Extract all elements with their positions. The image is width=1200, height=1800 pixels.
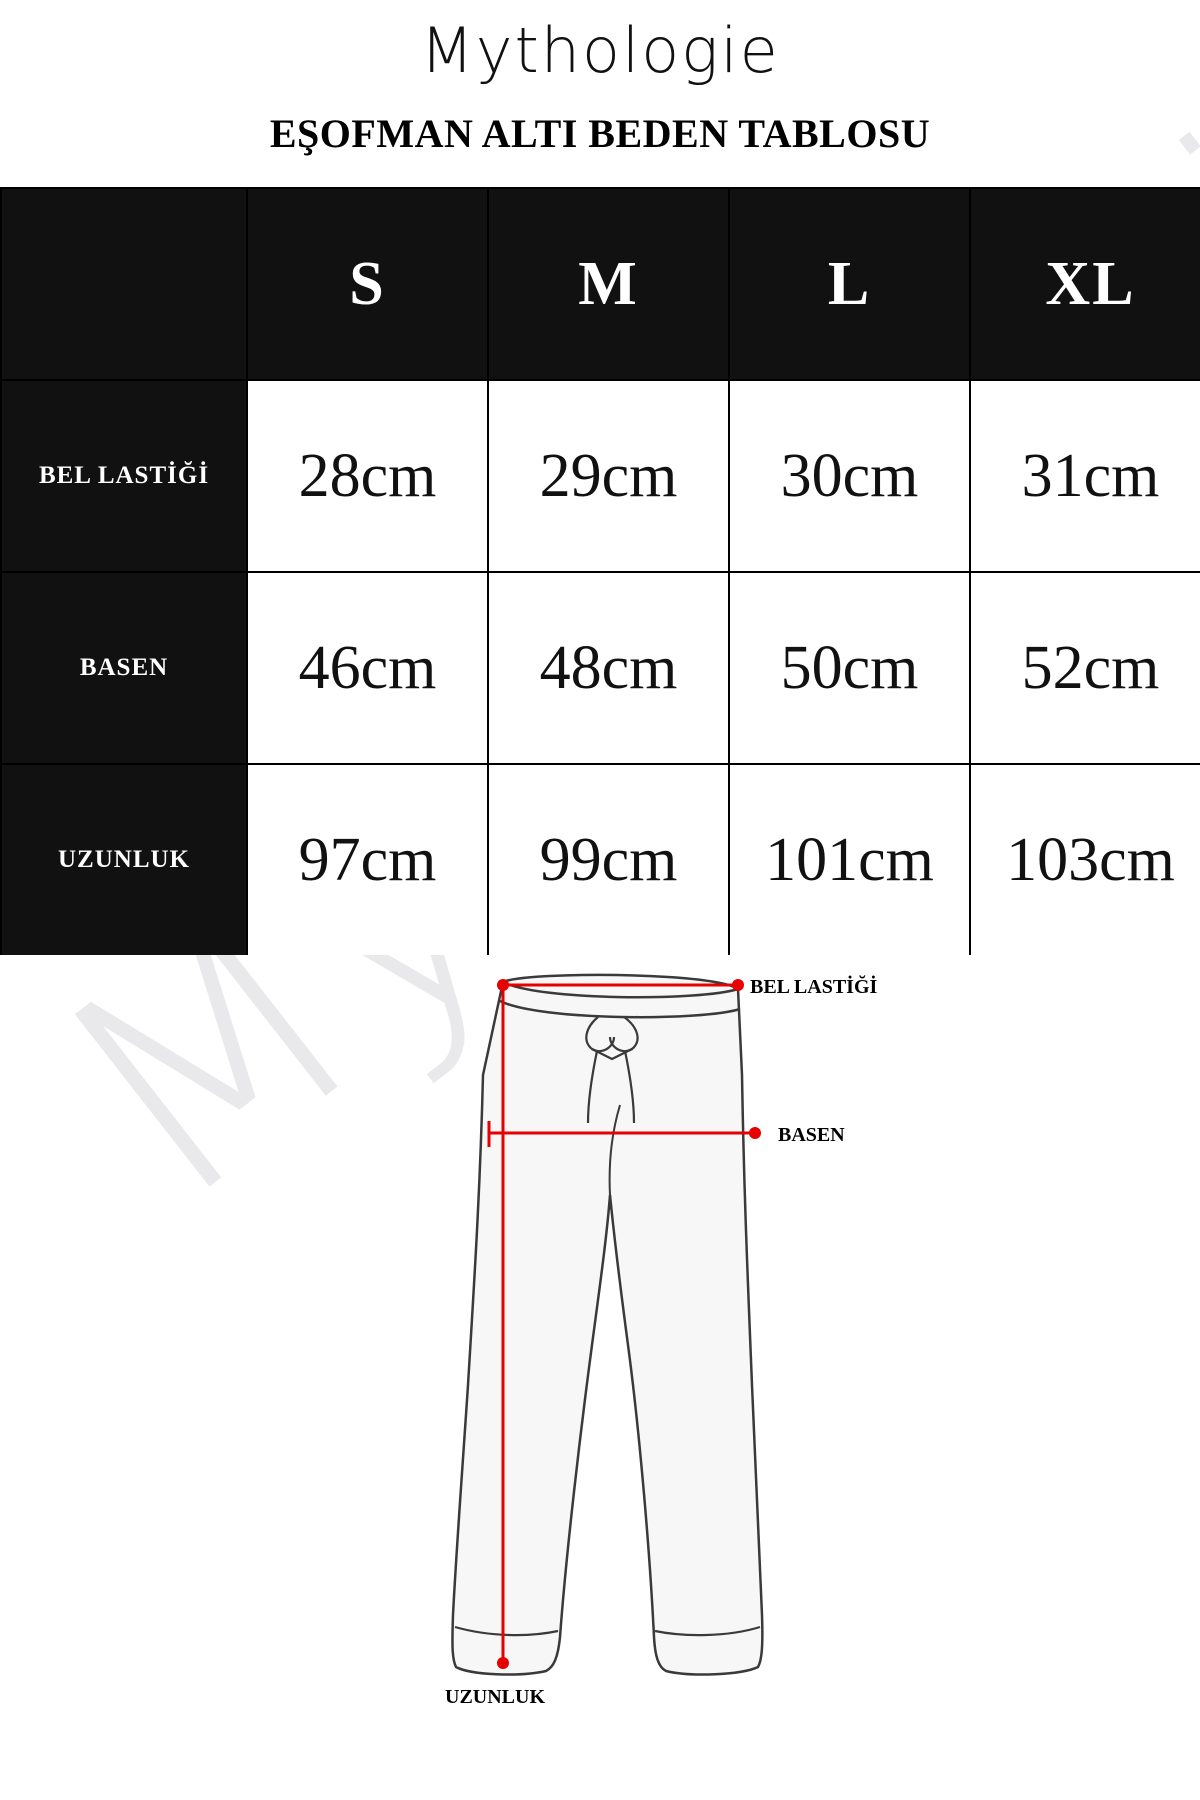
sweatpants-diagram xyxy=(0,955,1200,1745)
table-row xyxy=(1,380,1200,572)
table-corner-cell xyxy=(1,188,247,380)
label-basen: BASEN xyxy=(778,1124,845,1146)
cell-uzunluk-xl: 103cm xyxy=(970,764,1200,955)
cell-uzunluk-s: 97cm xyxy=(247,764,488,955)
cell-basen-xl: 52cm xyxy=(970,572,1200,764)
cell-bel-lastigi-xl: 31cm xyxy=(970,380,1200,572)
page-title: EŞOFMAN ALTI BEDEN TABLOSU xyxy=(269,111,931,156)
column-header-m: M xyxy=(488,188,729,380)
table-row xyxy=(1,572,1200,764)
column-header-s: S xyxy=(247,188,488,380)
cell-basen-m: 48cm xyxy=(488,572,729,764)
size-table xyxy=(0,187,1200,955)
row-label-basen: BASEN xyxy=(1,572,247,764)
size-table-body xyxy=(1,380,1200,955)
table-header-row xyxy=(1,188,1200,380)
cell-basen-s: 46cm xyxy=(247,572,488,764)
size-table-wrap xyxy=(0,187,1200,955)
brand-logo: Mythologie xyxy=(420,14,780,87)
label-bel-lastigi: BEL LASTİĞİ xyxy=(750,976,878,998)
label-uzunluk: UZUNLUK xyxy=(445,1686,546,1708)
cell-basen-l: 50cm xyxy=(729,572,970,764)
row-label-uzunluk: UZUNLUK xyxy=(1,764,247,955)
cell-uzunluk-l: 101cm xyxy=(729,764,970,955)
row-label-bel-lastigi: BEL LASTİĞİ xyxy=(1,380,247,572)
cell-bel-lastigi-l: 30cm xyxy=(729,380,970,572)
size-table-head xyxy=(1,188,1200,380)
cell-bel-lastigi-s: 28cm xyxy=(247,380,488,572)
pants-outline-icon xyxy=(452,975,762,1675)
column-header-xl: XL xyxy=(970,188,1200,380)
column-header-l: L xyxy=(729,188,970,380)
cell-bel-lastigi-m: 29cm xyxy=(488,380,729,572)
table-row xyxy=(1,764,1200,955)
cell-uzunluk-m: 99cm xyxy=(488,764,729,955)
